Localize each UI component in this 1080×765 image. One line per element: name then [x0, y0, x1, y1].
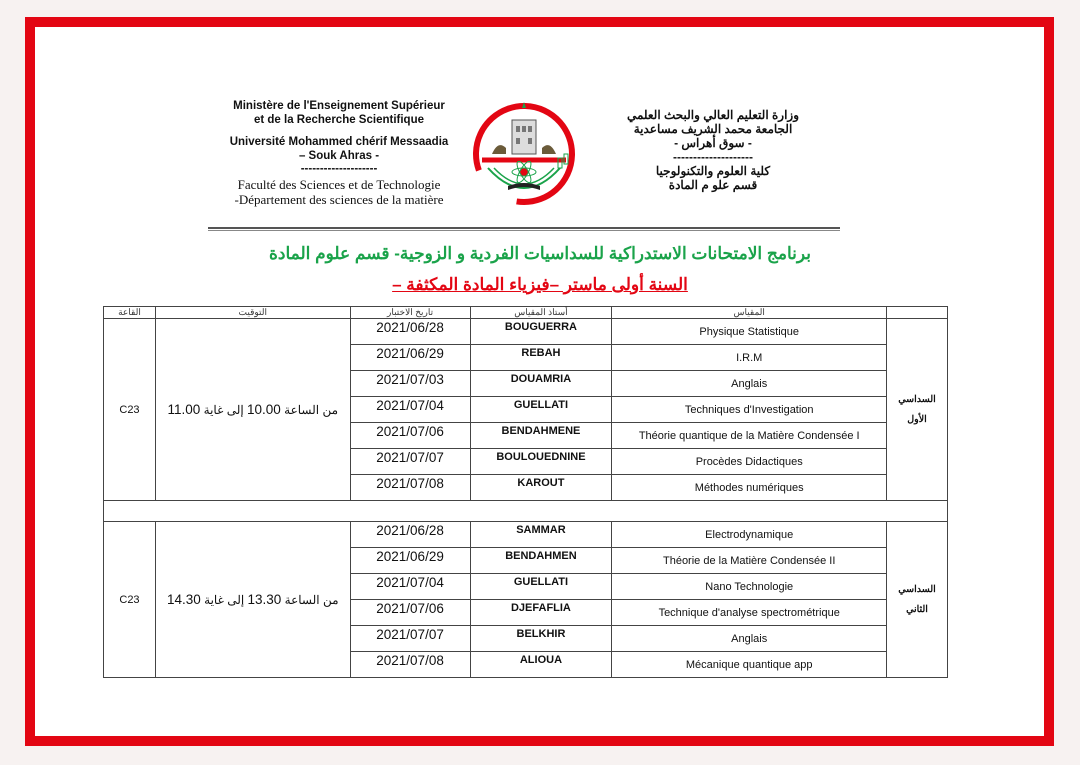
module-cell: Anglais [612, 371, 887, 397]
university-city: – Souk Ahras - [298, 149, 380, 162]
header-french [214, 100, 464, 207]
semester-spacer-row [104, 501, 948, 522]
time-mid: إلى غاية [204, 593, 245, 607]
table-header-row [104, 307, 948, 319]
exam-date-cell: 2021/06/28 [350, 522, 470, 548]
exam-date-cell: 2021/07/07 [350, 626, 470, 652]
table-row [104, 522, 948, 548]
module-cell: Nano Technologie [612, 574, 887, 600]
professor-cell: REBAH [470, 345, 612, 371]
header-divider-ar: -------------------- [673, 150, 753, 164]
module-cell: Théorie de la Matière Condensée II [612, 548, 887, 574]
exam-date-cell: 2021/06/28 [350, 319, 470, 345]
exam-date-cell: 2021/07/06 [350, 600, 470, 626]
module-cell: I.R.M [612, 345, 887, 371]
department-name-ar: قسم علو م المادة [668, 178, 758, 192]
room-cell: C23 [104, 522, 156, 678]
time-end: 14.30 [167, 592, 201, 607]
table-row [104, 319, 948, 345]
time-cell [155, 319, 350, 501]
header-divider-fr: -------------------- [300, 163, 378, 175]
professor-cell: BOULOUEDNINE [470, 449, 612, 475]
exam-date-cell: 2021/07/08 [350, 475, 470, 501]
time-end: 11.00 [167, 402, 201, 417]
semester-label-cell [887, 319, 948, 501]
module-cell: Techniques d'Investigation [612, 397, 887, 423]
module-cell: Mécanique quantique app [612, 652, 887, 678]
exam-date-cell: 2021/07/07 [350, 449, 470, 475]
header-professor: أستاذ المقياس [470, 307, 612, 319]
module-cell: Technique d'analyse spectrométrique [612, 600, 887, 626]
semester-label-cell [887, 522, 948, 678]
exam-date-cell: 2021/07/04 [350, 574, 470, 600]
module-cell: Anglais [612, 626, 887, 652]
module-cell: Théorie quantique de la Matière Condensée I [612, 423, 887, 449]
university-logo-icon [468, 98, 580, 210]
header-module: المقياس [612, 307, 887, 319]
schedule-subtitle: السنة أولى ماستر –فيزياء المادة المكثفة – [392, 275, 688, 294]
professor-cell: SAMMAR [470, 522, 612, 548]
professor-cell: GUELLATI [470, 397, 612, 423]
header-date: تاريخ الاختبار [350, 307, 470, 319]
faculty-name: Faculté des Sciences et de Technologie [237, 176, 441, 192]
professor-cell: BOUGUERRA [470, 319, 612, 345]
header-semester [887, 307, 948, 319]
professor-cell: ALIOUA [470, 652, 612, 678]
semester-label-line1: السداسي [898, 583, 936, 595]
university-city-ar: - سوق أهراس - [674, 136, 752, 150]
professor-cell: DOUAMRIA [470, 371, 612, 397]
professor-cell: KAROUT [470, 475, 612, 501]
room-cell: C23 [104, 319, 156, 501]
exam-date-cell: 2021/07/08 [350, 652, 470, 678]
faculty-name-ar: كلية العلوم والتكنولوجيا [655, 164, 771, 178]
semester-label-line2: الأول [907, 413, 927, 425]
time-prefix: من الساعة [284, 593, 339, 607]
ministry-line-2: et de la Recherche Scientifique [253, 113, 424, 126]
exam-date-cell: 2021/06/29 [350, 548, 470, 574]
professor-cell: BENDAHMENE [470, 423, 612, 449]
time-start: 10.00 [247, 402, 281, 417]
header-separator [208, 227, 840, 229]
module-cell: Procèdes Didactiques [612, 449, 887, 475]
time-start: 13.30 [247, 592, 282, 607]
department-name: -Département des sciences de la matière [234, 191, 444, 207]
exam-date-cell: 2021/06/29 [350, 345, 470, 371]
exam-date-cell: 2021/07/03 [350, 371, 470, 397]
header-separator-thin [208, 230, 840, 231]
module-cell: Electrodynamique [612, 522, 887, 548]
professor-cell: GUELLATI [470, 574, 612, 600]
schedule-title: برنامج الامتحانات الاستدراكية للسداسيات الفردية و الزوجية- قسم علوم المادة [269, 244, 811, 263]
professor-cell: BELKHIR [470, 626, 612, 652]
exam-date-cell: 2021/07/04 [350, 397, 470, 423]
ministry-line-1: Ministère de l'Enseignement Supérieur [233, 100, 445, 112]
time-mid: إلى غاية [203, 403, 244, 417]
header-time: التوقيت [155, 307, 350, 319]
semester-label-line1: السداسي [898, 393, 936, 405]
semester-label-line2: الثاني [906, 603, 928, 615]
university-name: Université Mohammed chérif Messaadia [229, 136, 449, 148]
professor-cell: DJEFAFLIA [470, 600, 612, 626]
time-cell [155, 522, 350, 678]
header-arabic [608, 108, 818, 192]
module-cell: Méthodes numériques [612, 475, 887, 501]
time-prefix: من الساعة [284, 403, 339, 417]
exam-date-cell: 2021/07/06 [350, 423, 470, 449]
exam-schedule-table [103, 306, 948, 678]
header-room: القاعة [104, 307, 156, 319]
module-cell: Physique Statistique [612, 319, 887, 345]
ministry-line-ar: وزارة التعليم العالي والبحث العلمي [626, 108, 800, 122]
university-name-ar: الجامعة محمد الشريف مساعدية [633, 122, 793, 136]
professor-cell: BENDAHMEN [470, 548, 612, 574]
